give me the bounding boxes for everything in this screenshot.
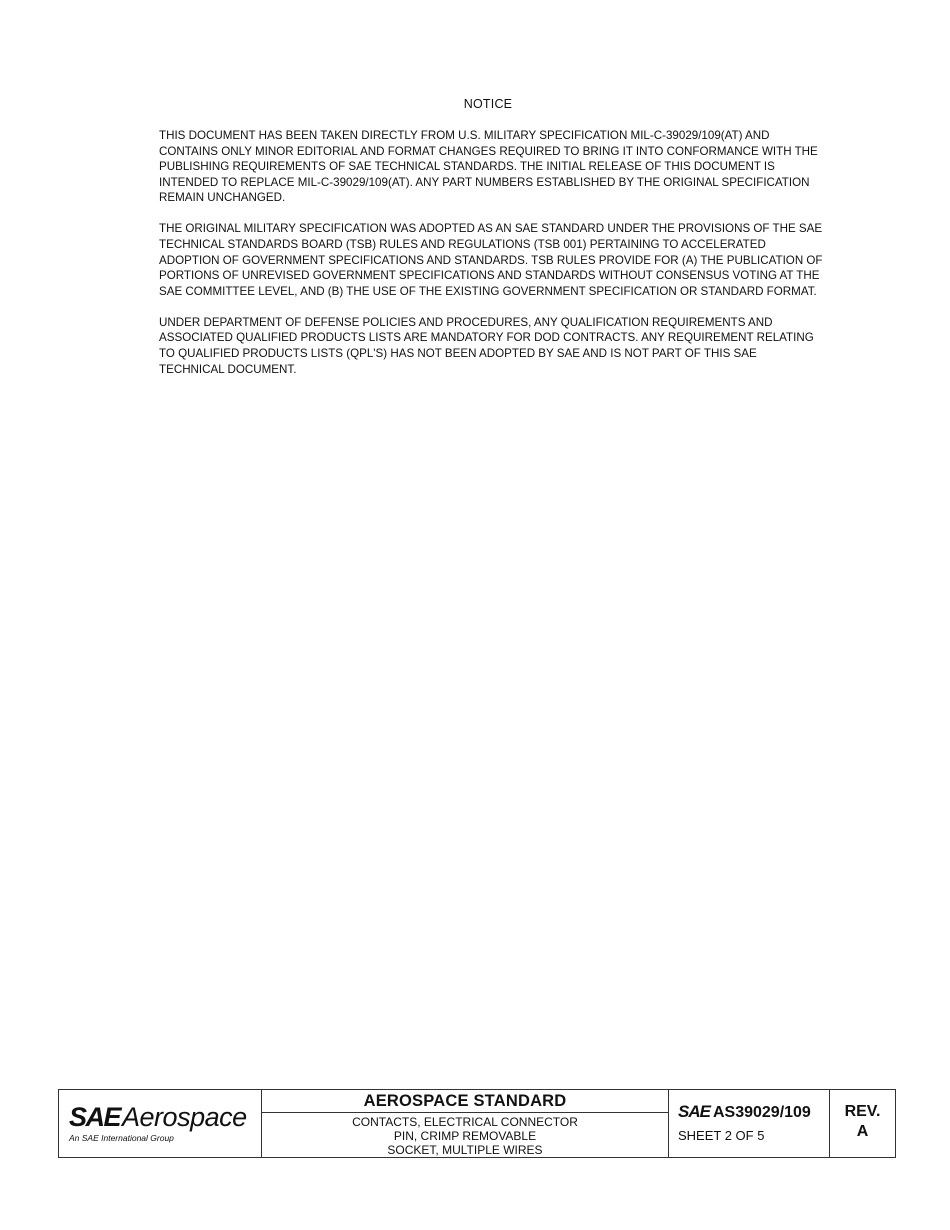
logo-sae: SAE <box>69 1102 121 1132</box>
title-block-center <box>262 1090 669 1157</box>
sae-aerospace-logo <box>59 1090 262 1157</box>
document-number <box>678 1102 811 1122</box>
title-block-document <box>669 1090 830 1157</box>
notice-paragraph: THE ORIGINAL MILITARY SPECIFICATION WAS ADOPTED AS AN SAE STANDARD UNDER THE PROVISIONS OF THE SAE TECHNICAL STANDARDS BOARD (TSB) RULES AND REGULATIONS (TSB 001) PERTAINING TO ACCELERATED ADOPTION OF GOVERNMENT SPECIFICATIONS AND STANDARDS. TSB RULES PROVIDE FOR (A) THE PUBLICATION OF PORTIONS OF UNREVISED GOVERNMENT SPECIFICATIONS AND STANDARDS WITHOUT CONSENSUS VOTING AT THE SAE COMMITTEE LEVEL, AND (B) THE USE OF THE EXISTING GOVERNMENT SPECIFICATION OR STANDARD FORMAT. <box>159 222 823 298</box>
revision-label: REV. <box>844 1103 881 1120</box>
document-description <box>262 1113 668 1157</box>
standard-label: AEROSPACE STANDARD <box>262 1090 668 1113</box>
description-line: PIN, CRIMP REMOVABLE <box>393 1129 537 1143</box>
description-line: SOCKET, MULTIPLE WIRES <box>387 1143 543 1157</box>
notice-title: NOTICE <box>463 97 513 111</box>
description-line: CONTACTS, ELECTRICAL CONNECTOR <box>352 1115 578 1129</box>
logo-aerospace: Aerospace <box>122 1102 247 1132</box>
revision <box>830 1090 895 1157</box>
sae-logo-small: SAE <box>678 1102 710 1121</box>
logo-wordmark <box>69 1102 247 1132</box>
notice-paragraph: THIS DOCUMENT HAS BEEN TAKEN DIRECTLY FROM U.S. MILITARY SPECIFICATION MIL-C-39029/109(AT) AND CONTAINS ONLY MINOR EDITORIAL AND FORMAT CHANGES REQUIRED TO BRING IT INTO CONFORMANCE WITH THE PUBLISHING REQUIREMENTS OF SAE TECHNICAL STANDARDS. THE INITIAL RELEASE OF THIS DOCUMENT IS INTENDED TO REPLACE MIL-C-39029/109(AT). ANY PART NUMBERS ESTABLISHED BY THE ORIGINAL SPECIFICATION REMAIN UNCHANGED. <box>159 129 818 205</box>
notice-paragraph: UNDER DEPARTMENT OF DEFENSE POLICIES AND PROCEDURES, ANY QUALIFICATION REQUIREMENTS AND ASSOCIATED QUALIFIED PRODUCTS LISTS ARE MANDATORY FOR DOD CONTRACTS. ANY REQUIREMENT RELATING TO QUALIFIED PRODUCTS LISTS (QPL'S) HAS NOT BEEN ADOPTED BY SAE AND IS NOT PART OF THIS SAE TECHNICAL DOCUMENT. <box>159 315 814 376</box>
title-block <box>58 1089 896 1158</box>
notice-body <box>159 128 824 392</box>
logo-tagline: An SAE International Group <box>69 1133 174 1143</box>
revision-value: A <box>856 1123 869 1140</box>
sheet-number: SHEET 2 OF 5 <box>678 1128 765 1143</box>
document-number-text: AS39029/109 <box>712 1104 811 1121</box>
